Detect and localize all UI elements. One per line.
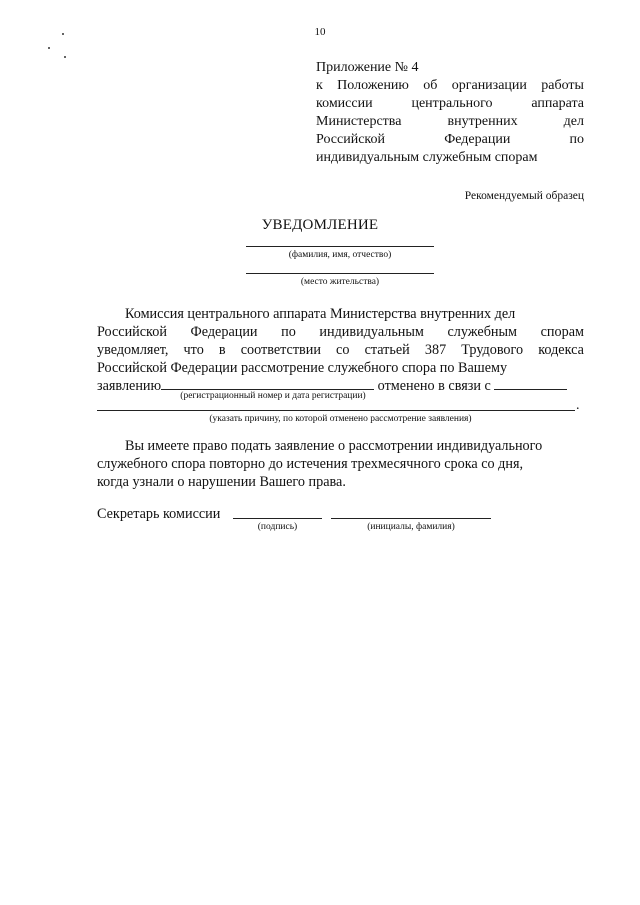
cancelled-due-to: отменено в связи с	[377, 378, 491, 394]
paragraph-1	[97, 305, 584, 395]
appendix-word: Приложение № 4	[316, 60, 419, 75]
paragraph-word: соответствии	[240, 342, 321, 358]
appendix-line	[316, 95, 584, 113]
paragraph-word: что	[183, 342, 204, 358]
appendix-word: организации	[451, 78, 527, 93]
appendix-line	[316, 131, 584, 149]
paragraph-word: служебным	[447, 324, 518, 340]
document-title: УВЕДОМЛЕНИЕ	[261, 217, 379, 233]
fio-caption: (фамилия, имя, отчество)	[288, 250, 392, 260]
residence-fill-line[interactable]	[246, 273, 434, 274]
signature-caption: (подпись)	[257, 522, 298, 532]
appendix-word: Положению	[337, 78, 409, 93]
paragraph-word: Российской	[97, 324, 167, 340]
appendix-word: к	[316, 78, 323, 93]
paragraph-2-line-1: Вы имеете право подать заявление о рассмотрении индивидуального	[125, 438, 543, 454]
paragraph-word: статьей	[364, 342, 410, 358]
paragraph-word: спорам	[540, 324, 584, 340]
appendix-line	[316, 77, 584, 95]
paragraph-word: в	[218, 342, 226, 358]
appendix-word: работы	[541, 78, 584, 93]
scan-speck	[64, 56, 66, 58]
paragraph-word: кодекса	[538, 342, 584, 358]
paragraph-word: по	[281, 324, 296, 340]
appendix-word: аппарата	[531, 96, 584, 111]
paragraph-word: 387	[424, 342, 447, 358]
sample-label: Рекомендуемый образец	[464, 190, 584, 202]
appendix-word: Министерства	[316, 114, 402, 129]
signature-fill-line[interactable]	[233, 518, 322, 519]
paragraph-word: индивидуальным	[319, 324, 424, 340]
appendix-line	[316, 59, 584, 77]
paragraph-word: со	[336, 342, 350, 358]
paragraph-word: Трудового	[461, 342, 524, 358]
appendix-block	[316, 59, 584, 167]
paragraph-1-line-3	[97, 341, 584, 359]
reason-caption: (указать причину, по которой отменено рассмотрение заявления)	[209, 414, 472, 424]
paragraph-1-line-4: Российской Федерации рассмотрение служебного спора по Вашему	[97, 360, 508, 376]
appendix-word: Российской	[316, 132, 385, 147]
residence-caption: (место жительства)	[300, 277, 380, 287]
reason-fill-line[interactable]	[97, 410, 575, 411]
appendix-line	[316, 113, 584, 131]
appendix-word: Федерации	[444, 132, 511, 147]
appendix-word: дел	[563, 114, 584, 129]
appendix-word: комиссии	[316, 96, 373, 111]
appendix-word: центрального	[411, 96, 493, 111]
application-word: заявлению	[97, 378, 162, 394]
reason-end-period: .	[576, 398, 580, 413]
scan-speck	[62, 33, 64, 35]
name-fill-line[interactable]	[331, 518, 491, 519]
appendix-line	[316, 149, 584, 167]
registration-caption: (регистрационный номер и дата регистрации)	[180, 391, 366, 401]
paragraph-word: Федерации	[190, 324, 258, 340]
paragraph-2-line-3: когда узнали о нарушении Вашего права.	[97, 474, 346, 490]
appendix-word: об	[423, 78, 438, 93]
signature-label: Секретарь комиссии	[97, 506, 221, 522]
appendix-word: индивидуальным служебным спорам	[316, 150, 538, 165]
appendix-word: внутренних	[447, 114, 518, 129]
appendix-word: по	[569, 132, 584, 147]
fio-fill-line[interactable]	[246, 246, 434, 247]
page-number: 10	[314, 26, 326, 38]
name-caption: (инициалы, фамилия)	[367, 522, 455, 532]
paragraph-1-line-2	[97, 323, 584, 341]
reason-start-fill-line[interactable]	[494, 377, 567, 390]
paragraph-2-line-2: служебного спора повторно до истечения трехмесячного срока со дня,	[97, 456, 524, 472]
scan-speck	[48, 47, 50, 49]
registration-fill-line[interactable]	[161, 377, 374, 390]
paragraph-2	[97, 437, 584, 491]
paragraph-1-line-1: Комиссия центрального аппарата Министерства внутренних дел	[125, 306, 516, 322]
paragraph-word: уведомляет,	[97, 342, 169, 358]
